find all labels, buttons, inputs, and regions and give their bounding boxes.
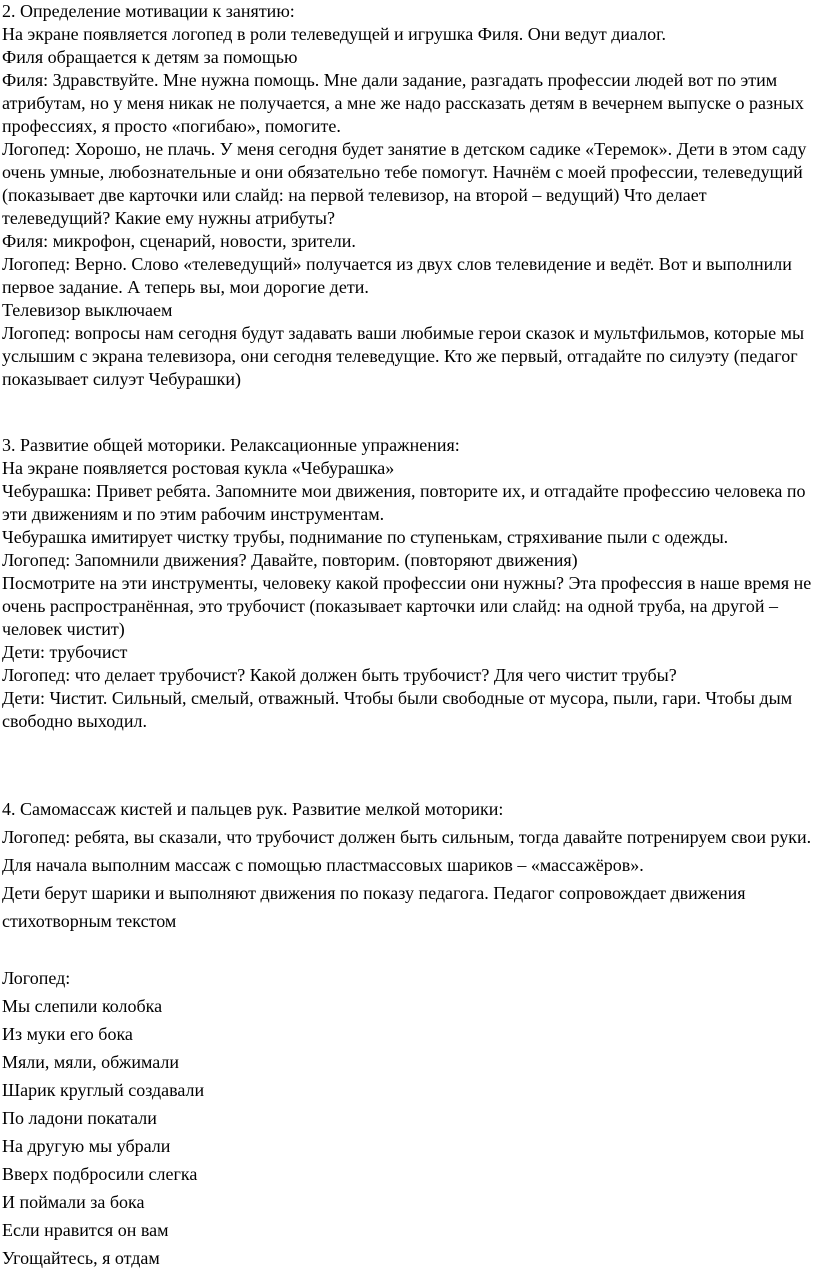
- paragraph: Филя: Здравствуйте. Мне нужна помощь. Мне дали задание, разгадать профессии людей вот по этим атрибутам, но у меня никак не получается, а мне же надо рассказать детям в вечернем выпуске о разных профессиях, я просто «погибаю», помогите.: [2, 70, 804, 136]
- paragraph: Логопед: Запомнили движения? Давайте, повторим. (повторяют движения): [2, 550, 578, 570]
- paragraph: Филя обращается к детям за помощью: [2, 47, 298, 67]
- poem-line: Из муки его бока: [2, 1024, 133, 1044]
- poem-line: Логопед:: [2, 968, 71, 988]
- poem-line: Угощайтесь, я отдам: [2, 1248, 160, 1268]
- paragraph: Логопед: вопросы нам сегодня будут задавать ваши любимые герои сказок и мультфильмов, которые мы услышим с экрана телевизора, они сегодня телеведущие. Кто же первый, отгадайте по силуэту (педагог показывает силуэт Чебурашки): [2, 323, 805, 389]
- paragraph: Чебурашка: Привет ребята. Запомните мои движения, повторите их, и отгадайте профессию человека по эти движениям и по этим рабочим инструментам.: [2, 481, 806, 524]
- section-general-motor: [2, 434, 812, 733]
- poem-line: На другую мы убрали: [2, 1136, 171, 1156]
- poem-line: По ладони покатали: [2, 1108, 157, 1128]
- paragraph: Филя: микрофон, сценарий, новости, зрители.: [2, 231, 356, 251]
- paragraph: Логопед: что делает трубочист? Какой должен быть трубочист? Для чего чистит трубы?: [2, 665, 677, 685]
- section-heading: 3. Развитие общей моторики. Релаксационные упражнения:: [2, 435, 460, 455]
- poem-line: Вверх подбросили слегка: [2, 1164, 198, 1184]
- section-heading: 2. Определение мотивации к занятию:: [2, 1, 295, 21]
- poem-line: Мы слепили колобка: [2, 996, 163, 1016]
- paragraph: Логопед: Верно. Слово «телеведущий» получается из двух слов телевидение и ведёт. Вот и выполнили первое задание. А теперь вы, мои дорогие дети.: [2, 254, 792, 297]
- paragraph: Логопед: ребята, вы сказали, что трубочист должен быть сильным, тогда давайте потренируем свои руки. Для начала выполним массаж с помощью пластмассовых шариков – «массажёров».: [2, 827, 812, 875]
- paragraph: Дети: трубочист: [2, 642, 128, 662]
- poem-block: [2, 964, 812, 1272]
- paragraph: На экране появляется ростовая кукла «Чебурашка»: [2, 458, 395, 478]
- poem-line: Мяли, мяли, обжимали: [2, 1052, 179, 1072]
- paragraph: Дети: Чистит. Сильный, смелый, отважный. Чтобы были свободные от мусора, пыли, гари. Чтобы дым свободно выходил.: [2, 688, 793, 731]
- paragraph: Посмотрите на эти инструменты, человеку какой профессии они нужны? Эта профессия в наше время не очень распространённая, это трубочист (показывает карточки или слайд: на одной труба, на другой – человек чистит): [2, 573, 812, 639]
- paragraph: Чебурашка имитирует чистку трубы, поднимание по ступенькам, стряхивание пыли с одежды.: [2, 527, 729, 547]
- poem-line: Если нравится он вам: [2, 1220, 169, 1240]
- poem-line: И поймали за бока: [2, 1192, 145, 1212]
- paragraph: Логопед: Хорошо, не плачь. У меня сегодня будет занятие в детском садике «Теремок». Дети в этом саду очень умные, любознательные и они обязательно тебе помогут. Начнём с моей профессии, телеведущий (показывает две карточки или слайд: на первой телевизор, на второй – ведущий) Что делает телеведущий? Какие ему нужны атрибуты?: [2, 139, 807, 228]
- section-heading: 4. Самомассаж кистей и пальцев рук. Развитие мелкой моторики:: [2, 799, 504, 819]
- paragraph: Дети берут шарики и выполняют движения по показу педагога. Педагог сопровождает движения стихотворным текстом: [2, 883, 746, 931]
- paragraph: Телевизор выключаем: [2, 300, 173, 320]
- paragraph: На экране появляется логопед в роли телеведущей и игрушка Филя. Они ведут диалог.: [2, 24, 667, 44]
- section-self-massage: [2, 795, 812, 935]
- section-motivation: [2, 0, 812, 391]
- poem-line: Шарик круглый создавали: [2, 1080, 205, 1100]
